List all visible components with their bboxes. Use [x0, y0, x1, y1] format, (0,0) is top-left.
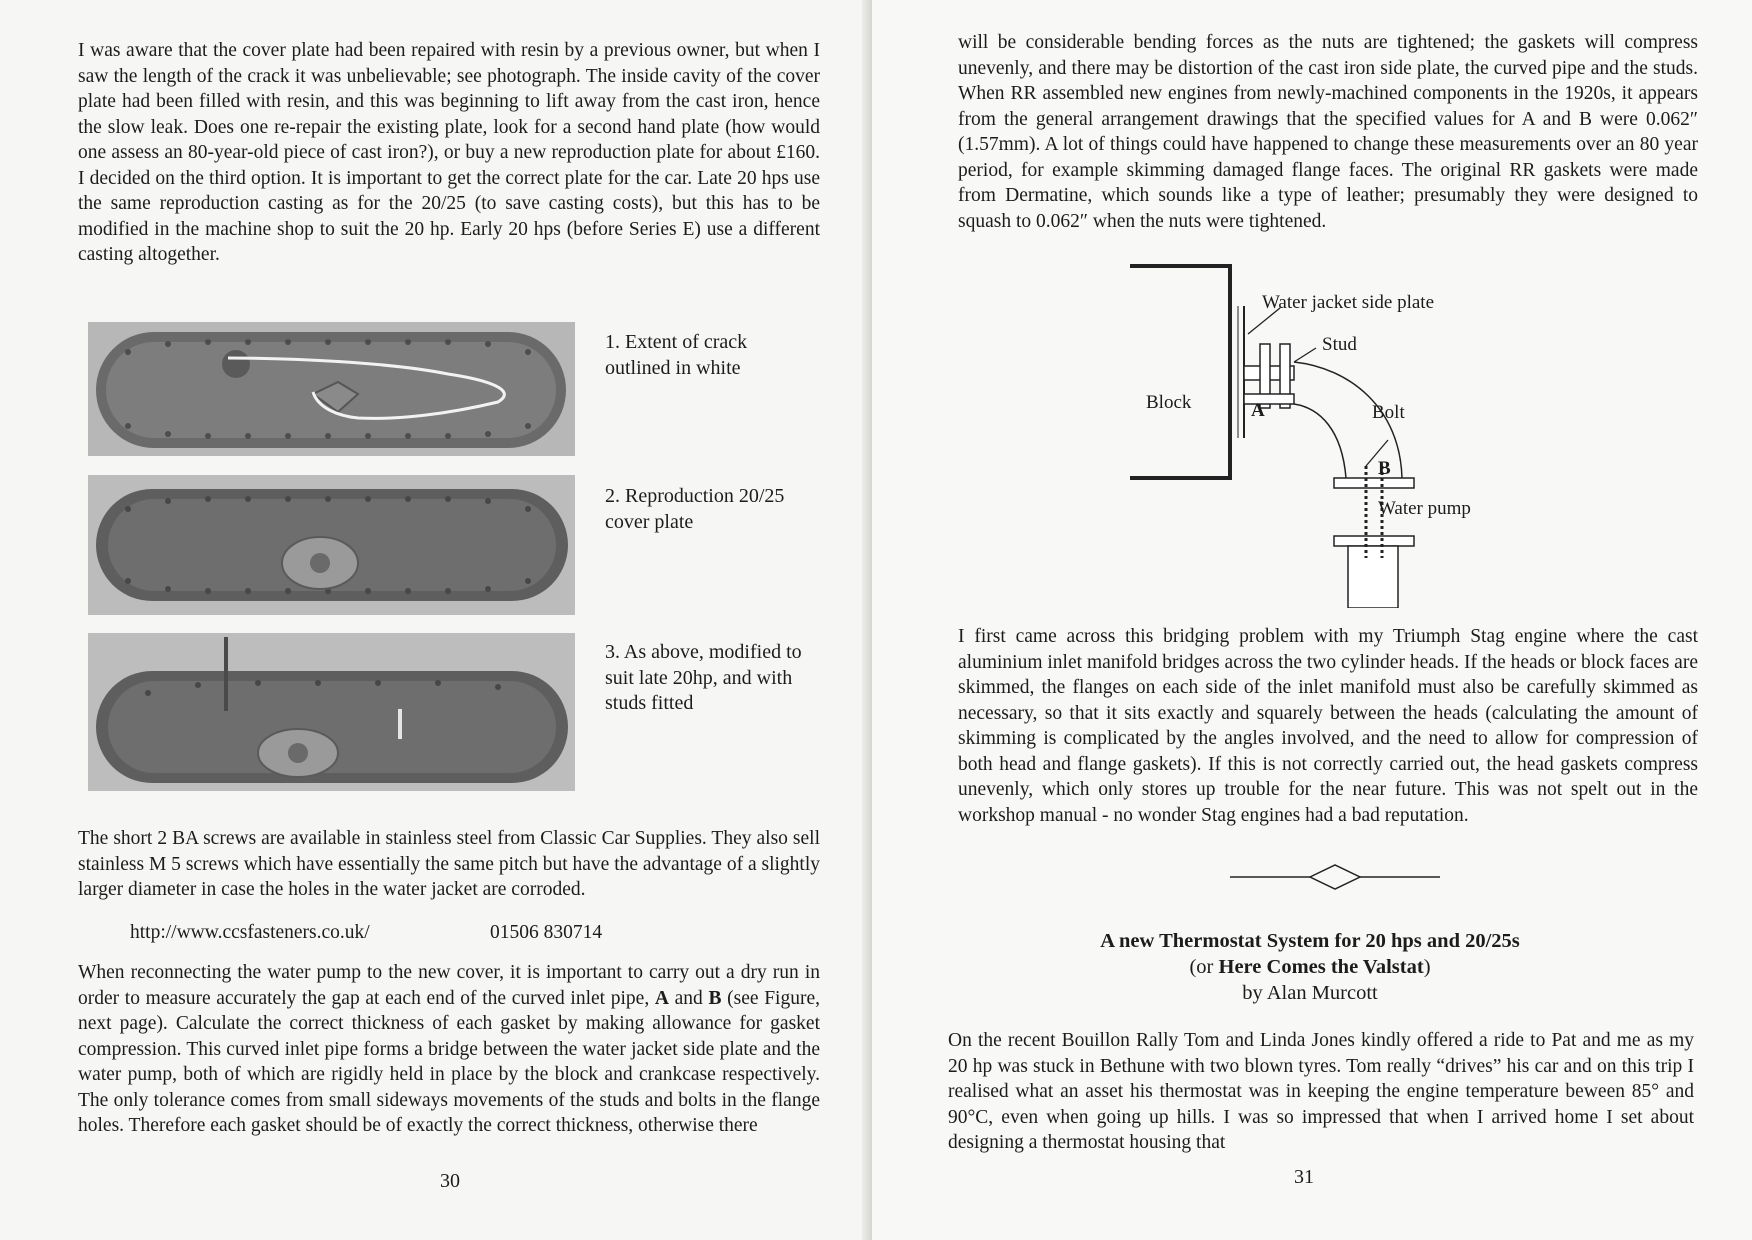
block-outline — [1130, 266, 1244, 478]
right-paragraph-1: will be considerable bending forces as the nuts are tightened; the gaskets will compress unevenly, and there may be distortion of the cast iron side plate, the curved pipe and the studs. When RR assembled new engines from newly-machined components in the 1920s, it appears from the general arrangement drawings that the specified values for A and B were 0.062″ (1.57mm). A lot of things could have happened to change these measurements over an 80 year period, for example skimming damaged flange faces. The original RR gaskets were made from Dermatine, which sounds like a type of leather; presumably they were designed to squash to 0.062″ when the nuts were tightened. — [958, 32, 1698, 232]
stud-label: Stud — [1322, 334, 1357, 355]
left-paragraph-1: I was aware that the cover plate had been repaired with resin by a previous owner, but when I saw the length of the crack it was unbelievable; see photograph. The inside cavity of the cover plate had been filled with resin, and this was beginning to lift away from the cast iron, hence the slow leak. Does one re-repair the existing plate, look for a second hand plate (how would one assess an 80-year-old piece of cast iron?), or buy a new reproduction plate for about £160. I decided on the third option. It is important to get the correct plate for the car. Late 20 hps use the same reproduction casting as for the 20/25 (to save casting costs), but this has to be modified in the machine shop to suit the 20 hp. Early 20 hps (before Series E) use a different casting altogether. — [78, 40, 820, 265]
left-paragraph-3 — [78, 960, 820, 1139]
paragraph-3-start: When reconnecting the water pump to the new cover, it is important to carry out a dry run in order to measure accurately the gap at each end of the curved inlet pipe, — [78, 962, 820, 1009]
left-page — [0, 0, 872, 1240]
supplier-phone: 01506 830714 — [490, 922, 603, 943]
gap-a-reference: A — [654, 987, 669, 1009]
stud-flange — [1244, 344, 1294, 408]
page-number-right: 31 — [1294, 1166, 1314, 1188]
paragraph-3-and: and — [668, 987, 709, 1009]
article-subtitle-prefix: (or — [1189, 956, 1219, 978]
bolt-label: Bolt — [1372, 402, 1405, 423]
photo-reproduction-cover-plate — [88, 475, 575, 615]
photo-caption-1: 1. Extent of crack outlined in white — [605, 331, 748, 379]
photo-caption-3: 3. As above, modified to suit late 20hp, and with studs fitted — [605, 641, 802, 714]
article-byline: by Alan Murcott — [1242, 982, 1378, 1004]
gap-b-label: B — [1378, 458, 1391, 479]
right-paragraph-2: I first came across this bridging problem with my Triumph Stag engine where the cast aluminium inlet manifold bridges across the two cylinder heads. If the heads or block faces are skimmed, the flanges on each side of the inlet manifold must also be carefully skimmed as necessary, so that it sits exactly and squarely between the heads (calculating the amount of skimming is complicated by the angles involved, and the need to allow for compression of both head and flange gaskets). If this is not correctly carried out, the head gaskets compress unevenly, which only stores up trouble for the near future. This was not spelt out in the workshop manual - no wonder Stag engines had a bad reputation. — [958, 626, 1698, 826]
photo-caption-2: 2. Reproduction 20/25 cover plate — [605, 485, 785, 533]
block-label: Block — [1146, 392, 1192, 413]
article-title: A new Thermostat System for 20 hps and 20/25s — [1100, 930, 1520, 952]
left-paragraph-2: The short 2 BA screws are available in stainless steel from Classic Car Supplies. They also sell stainless M 5 screws which have essentially the same pitch but have the advantage of a slightly larger diameter in case the holes in the water jacket are corroded. — [78, 828, 820, 900]
article-subtitle-suffix: ) — [1423, 956, 1431, 978]
page-number-left: 30 — [440, 1170, 460, 1192]
article-header — [940, 928, 1680, 1006]
article-subtitle — [940, 954, 1680, 980]
photo-modified-cover-plate-with-studs — [88, 633, 575, 791]
gap-a-label: A — [1251, 400, 1265, 421]
right-paragraph-3: On the recent Bouillon Rally Tom and Linda Jones kindly offered a ride to Pat and me as my 20 hp was stuck in Bethune with two blown tyres. Tom really “drives” his car and on this trip I realised what an asset his thermostat was in keeping the engine temperature beween 85° and 90°C, even when going up hills. I was so impressed that when I arrived home I set about designing a thermostat housing that — [948, 1030, 1694, 1153]
water-jacket-label: Water jacket side plate — [1262, 292, 1435, 313]
photo-cracked-cover-plate — [88, 322, 575, 456]
article-subtitle-bold: Here Comes the Valstat — [1218, 956, 1424, 978]
bridging-gasket-diagram — [1120, 258, 1520, 608]
section-divider-ornament — [1230, 862, 1440, 892]
gap-b-reference: B — [708, 987, 722, 1009]
water-pump-label: Water pump — [1378, 498, 1471, 519]
paragraph-3-end: (see Figure, next page). Calculate the correct thickness of each gasket by making allowance for gasket compression. This curved inlet pipe forms a bridge between the water jacket side plate and the water pump, both of which are rigidly held in place by the block and crankcase respectively. The only tolerance comes from small sideways movements of the studs and bolts in the flange holes. Therefore each gasket should be of exactly the correct thickness, otherwise there — [78, 987, 820, 1136]
supplier-url: http://www.ccsfasteners.co.uk/ — [130, 922, 370, 943]
